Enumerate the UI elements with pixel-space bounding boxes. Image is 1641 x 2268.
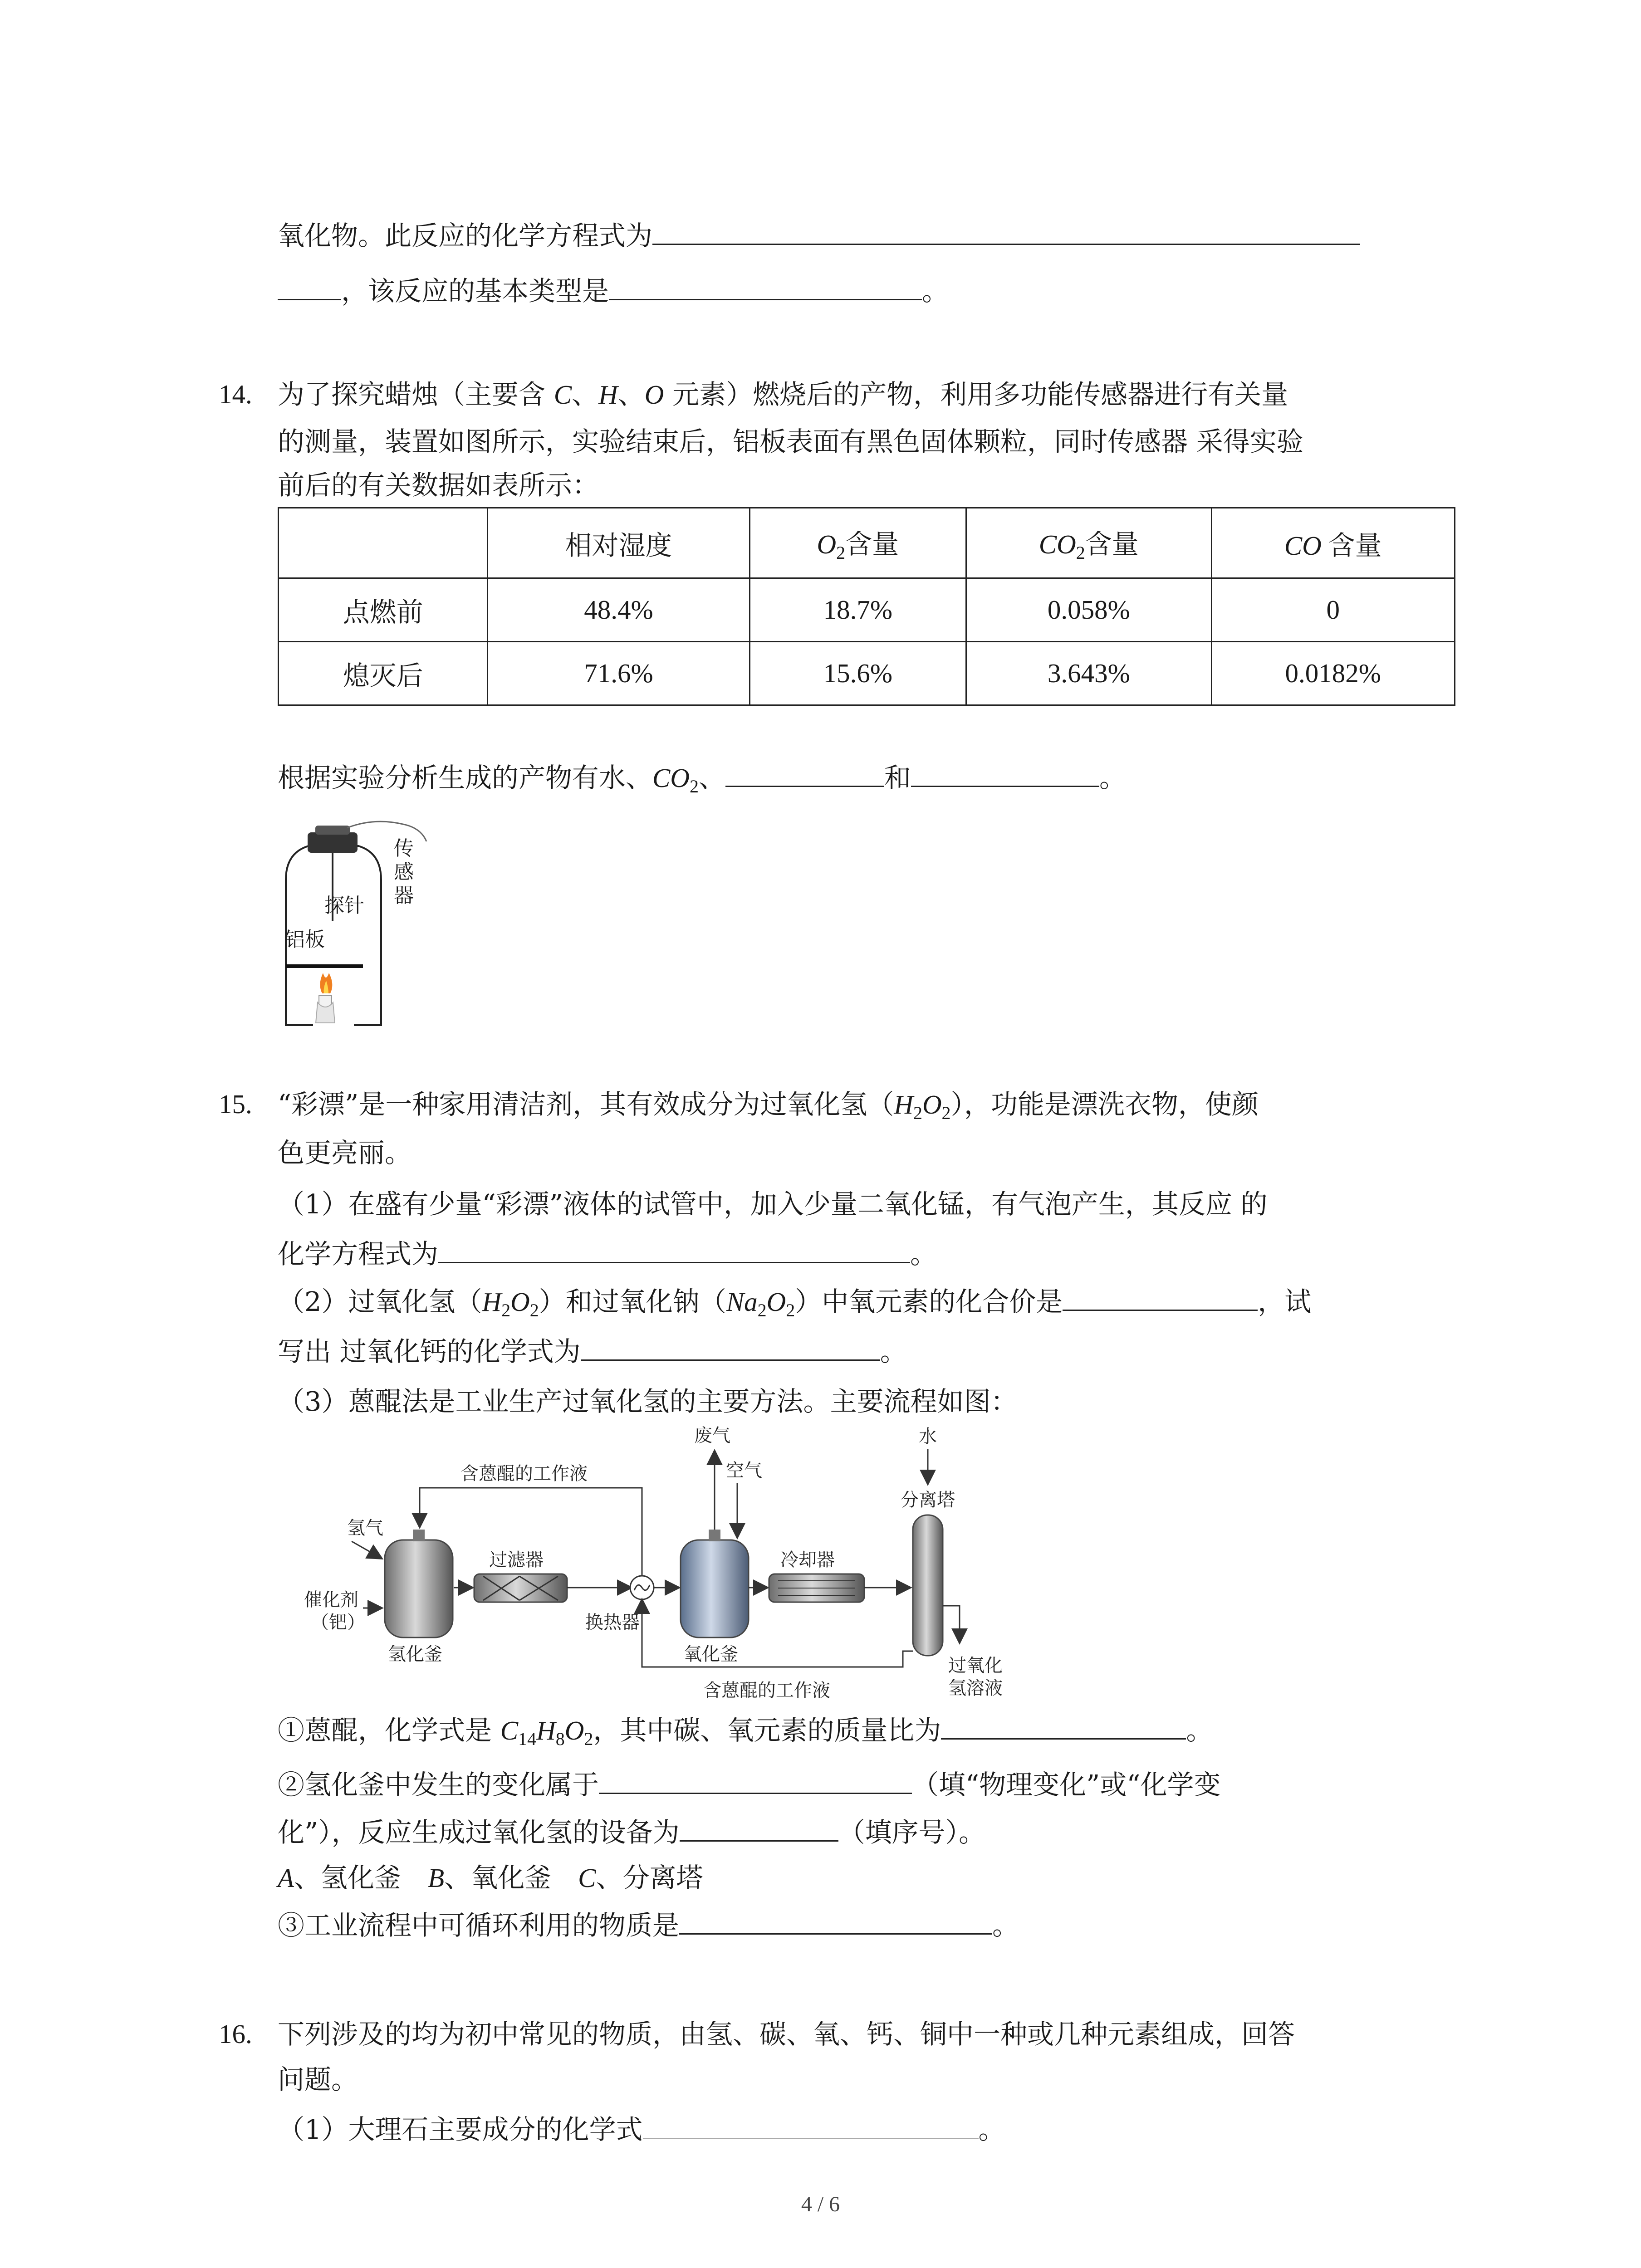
svg-text:冷却器: 冷却器 — [780, 1549, 835, 1570]
question-text: “彩漂”是一种家用清洁剂，其有效成分为过氧化氢$(H_2O_2)$，功能是漂洗衣物，使颜 — [278, 1089, 1259, 1123]
svg-text:含蒽醌的工作液: 含蒽醌的工作液 — [703, 1680, 830, 1701]
process-flow-diagram — [272, 1424, 1053, 1706]
continuation-line-2: ，该反应的基本类型是 。 — [278, 278, 949, 304]
table-header-cell: CO 含量 — [1211, 508, 1455, 578]
table-header-cell: $CO_2$含量 — [966, 508, 1211, 578]
svg-text:空气: 空气 — [726, 1460, 762, 1481]
table-cell: 3.643% — [966, 642, 1211, 705]
answer-blank[interactable] — [599, 1773, 912, 1794]
page-number: 4 / 6 — [801, 2192, 840, 2216]
answer-blank[interactable] — [679, 1913, 992, 1935]
table-header-cell: $O_2$含量 — [749, 508, 966, 578]
table-cell: 熄灭后 — [279, 642, 488, 705]
table-cell: 18.7% — [749, 578, 966, 642]
svg-text:换热器: 换热器 — [585, 1612, 640, 1633]
svg-text:含蒽醌的工作液: 含蒽醌的工作液 — [460, 1463, 588, 1484]
table-cell: 0 — [1211, 578, 1455, 642]
table-cell: 15.6% — [749, 642, 966, 705]
table-cell: 0.058% — [966, 578, 1211, 642]
svg-text:水: 水 — [919, 1426, 937, 1447]
svg-text:过滤器: 过滤器 — [489, 1549, 544, 1570]
table-row — [279, 578, 1455, 642]
question-text: 问题。 — [278, 2064, 358, 2095]
svg-text:氢溶液: 氢溶液 — [948, 1678, 1003, 1699]
question-text: 的测量，装置如图所示，实验结束后，铝板表面有黑色固体颗粒，同时传感器 采得实验 — [278, 426, 1303, 457]
aluminum-plate-label: 铝板 — [285, 928, 325, 951]
answer-blank[interactable] — [581, 1339, 880, 1361]
answer-blank[interactable] — [725, 766, 884, 787]
svg-text:过氧化: 过氧化 — [948, 1655, 1003, 1676]
svg-text:催化剂: 催化剂 — [304, 1589, 358, 1610]
subquestion-1: （1）大理石主要成分的化学式 。 — [278, 2114, 1005, 2145]
svg-text:（钯）: （钯） — [311, 1612, 365, 1633]
svg-text:废气: 废气 — [694, 1425, 730, 1446]
answer-line: 根据实验分析生成的产物有水、$CO_2$、 和 。 — [278, 762, 1127, 797]
measurement-table — [278, 507, 1455, 706]
table-cell: 点燃前 — [279, 578, 488, 642]
subquestion-3-3: ③工业流程中可循环利用的物质是 。 — [278, 1910, 1019, 1941]
question-text: 色更亮丽。 — [278, 1137, 412, 1168]
answer-options: A、氢化釜 B、氧化釜 C、分离塔 — [278, 1862, 703, 1893]
table-cell: 48.4% — [488, 578, 749, 642]
probe-label: 探针 — [324, 894, 364, 917]
answer-blank[interactable] — [278, 279, 341, 300]
svg-text:氧化釜: 氧化釜 — [684, 1644, 738, 1665]
answer-blank[interactable] — [438, 1242, 910, 1263]
subquestion-1: （1）在盛有少量“彩漂”液体的试管中，加入少量二氧化锰，有气泡产生，其反应 的 — [278, 1188, 1268, 1220]
question-number: 15. — [219, 1089, 252, 1119]
sensor-label: 传感器 — [394, 837, 414, 907]
answer-blank[interactable] — [652, 224, 1360, 245]
subquestion-3-2-cont: 化”），反应生成过氧化氢的设备为 （填序号）。 — [278, 1817, 986, 1848]
table-cell: 0.0182% — [1211, 642, 1455, 705]
question-number: 14. — [219, 379, 252, 409]
table-row — [279, 642, 1455, 705]
svg-text:分离塔: 分离塔 — [901, 1490, 955, 1510]
subquestion-2: （2）过氧化氢$(H_2O_2)$和过氧化钠$(Na_2O_2)$中氧元素的化合价是 ，试 — [278, 1286, 1312, 1320]
subquestion-3: （3）蒽醌法是工业生产过氧化氢的主要方法。主要流程如图： — [278, 1386, 1018, 1417]
subquestion-3-1: ①蒽醌，化学式是 $C_{14}H_8O_2$，其中碳、氧元素的质量比为 。 — [278, 1715, 1213, 1749]
answer-blank[interactable] — [1063, 1290, 1258, 1311]
continuation-line-1: 氧化物。此反应的化学方程式为 — [278, 222, 1360, 249]
table-header-row — [279, 508, 1455, 578]
answer-blank[interactable] — [643, 2118, 979, 2139]
table-header-cell: 相对湿度 — [488, 508, 749, 578]
table-cell: 71.6% — [488, 642, 749, 705]
subquestion-2-answer: 写出 过氧化钙的化学式为 。 — [278, 1336, 907, 1367]
answer-blank[interactable] — [911, 766, 1099, 787]
subquestion-3-2: ②氢化釜中发生的变化属于 （填“物理变化”或“化学变 — [278, 1769, 1221, 1800]
subquestion-1-answer: 化学方程式为 。 — [278, 1238, 937, 1270]
svg-text:氢气: 氢气 — [347, 1518, 383, 1539]
svg-text:氢化釜: 氢化釜 — [388, 1644, 442, 1665]
question-text: 为了探究蜡烛（主要含 C、H、O 元素）燃烧后的产物，利用多功能传感器进行有关量 — [278, 379, 1288, 410]
answer-blank[interactable] — [609, 279, 922, 300]
question-text: 下列涉及的均为初中常见的物质，由氢、碳、氧、钙、铜中一种或几种元素组成，回答 — [278, 2019, 1295, 2050]
question-text: 前后的有关数据如表所示： — [278, 469, 599, 501]
answer-blank[interactable] — [941, 1718, 1186, 1740]
answer-blank[interactable] — [680, 1820, 838, 1842]
table-header-cell — [279, 508, 488, 578]
question-number: 16. — [219, 2019, 252, 2049]
